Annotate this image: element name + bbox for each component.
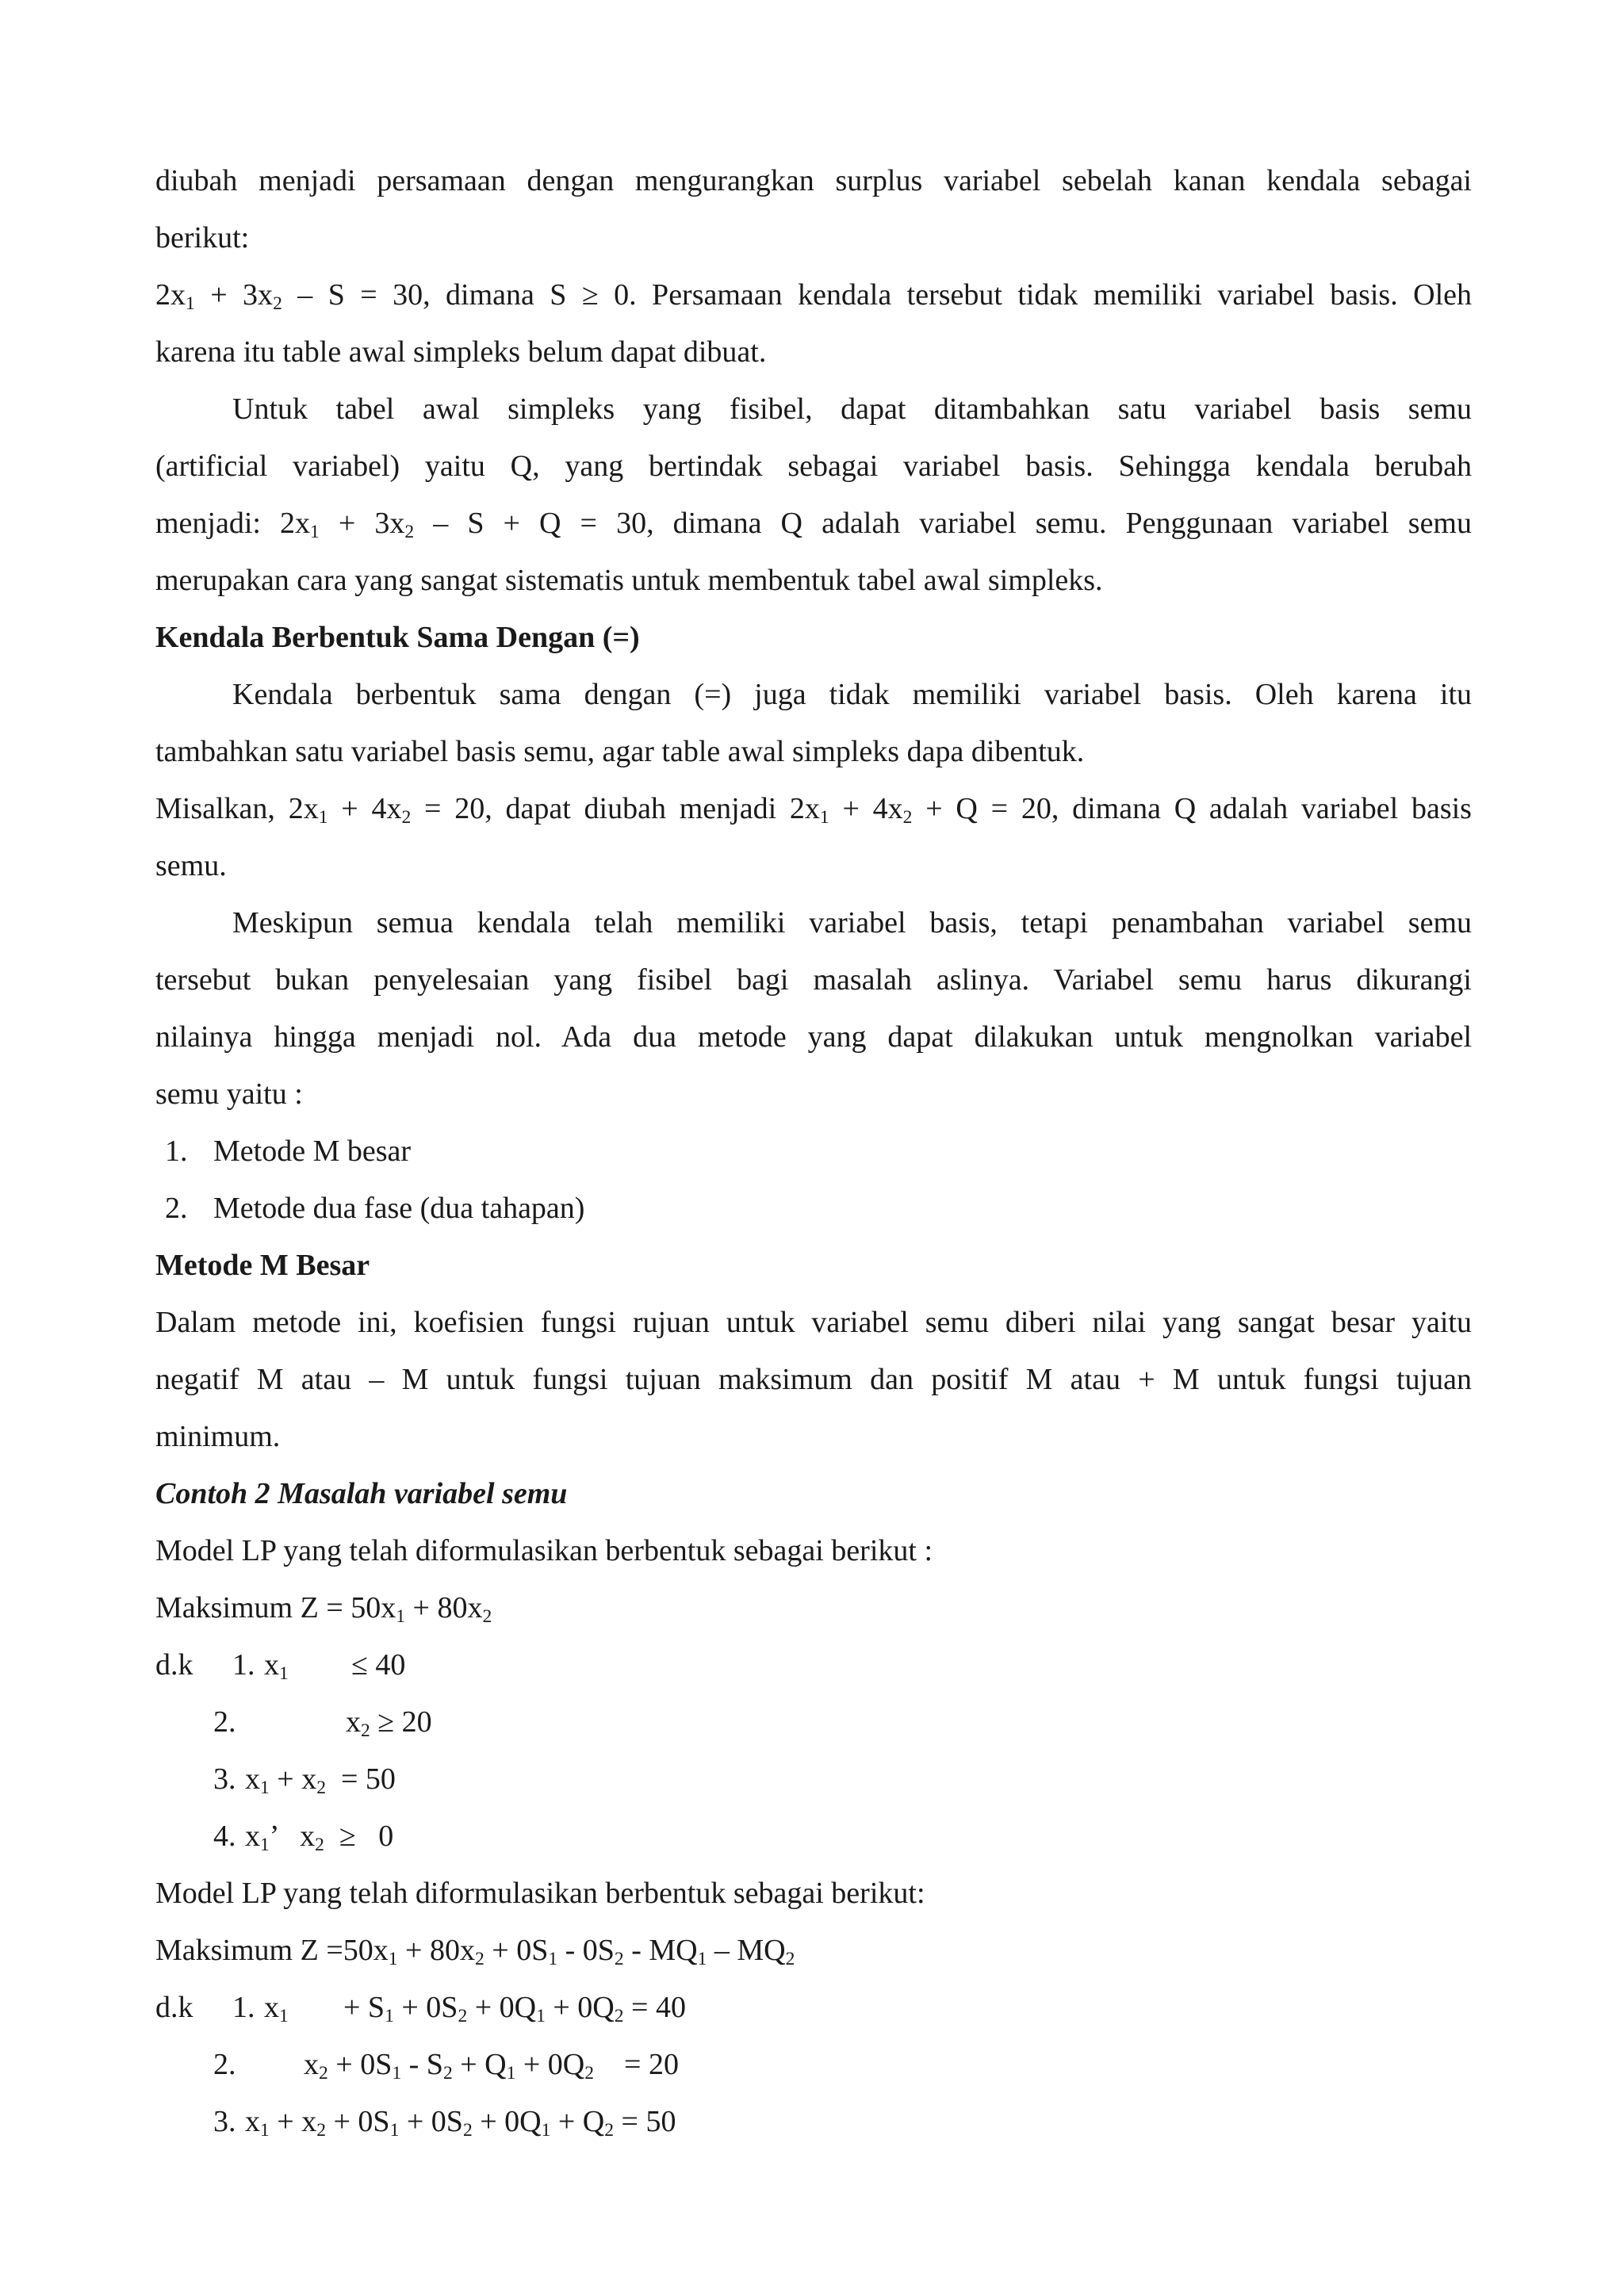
paragraph-line: (artificial variabel) yaitu Q, yang bertindak sebagai variabel basis. Sehingga kendala berubah [155,450,1472,483]
paragraph-line: tersebut bukan penyelesaian yang fisibel bagi masalah aslinya. Variabel semu harus dikurangi [155,963,1472,997]
constraint-line: 2. $x_2 \ge 20$ [213,1705,432,1741]
paragraph-line: semu. [155,849,227,882]
surplus-equation-line: $2x_1 + 3x_2 - S = 30$, dimana S ≥ 0. Persamaan kendala tersebut tidak memiliki variabel basis. Oleh [155,278,1472,314]
constraint-line: d.k 1. $x_1$ + $S_1 + 0S_2 + 0Q_1 + 0Q_2 = 40$ [155,1991,686,2026]
document-page [155,152,1472,2150]
constraint-line: 3. $x_1 + x_2 = 50$ [213,1762,396,1798]
model-intro: Model LP yang telah diformulasikan berbentuk sebagai berikut : [155,1534,933,1567]
paragraph-line: minimum. [155,1420,281,1453]
model-intro: Model LP yang telah diformulasikan berbentuk sebagai berikut: [155,1877,925,1910]
artificial-equation-line: menjadi: $2x_1 + 3x_2 - S + Q = 30$, dimana Q adalah variabel semu. Penggunaan variabel semu [155,507,1472,542]
constraint-line: 2. $x_2 + 0S_1 - S_2 + Q_1 + 0Q_2$ = 20 [213,2048,679,2084]
list-item: 1. Metode M besar [165,1135,412,1168]
example-equation-line: Misalkan, $2x_1 + 4x_2 = 20$, dapat diubah menjadi $2x_1 + 4x_2 + Q = 20$, dimana Q adalah variabel basis [155,792,1472,828]
objective-function: Maksimum $Z = 50x_1 + 80x_2$ [155,1591,492,1627]
list-item: 2. Metode dua fase (dua tahapan) [165,1192,585,1225]
section-heading-m-besar: Metode M Besar [155,1249,370,1282]
paragraph-line: negatif M atau – M untuk fungsi tujuan maksimum dan positif M atau + M untuk fungsi tujuan [155,1363,1472,1396]
paragraph-line: tambahkan satu variabel basis semu, agar table awal simpleks dapa dibentuk. [155,735,1085,768]
paragraph-line: Untuk tabel awal simpleks yang fisibel, dapat ditambahkan satu variabel basis semu [232,392,1472,426]
paragraph-line: Kendala berbentuk sama dengan (=) juga tidak memiliki variabel basis. Oleh karena itu [232,678,1472,711]
paragraph-line: Meskipun semua kendala telah memiliki variabel basis, tetapi penambahan variabel semu [232,906,1472,939]
objective-function: Maksimum $Z =50x_1 + 80x_2 + 0S_1 - 0S_2 - MQ_1 - MQ_2$ [155,1934,795,1969]
paragraph-line: berikut: [155,221,250,254]
section-heading-equality: Kendala Berbentuk Sama Dengan (=) [155,621,640,654]
example-heading: Contoh 2 Masalah variabel semu [155,1477,568,1510]
constraint-line: 3. $x_1 + x_2 + 0S_1 + 0S_2 + 0Q_1 + Q_2 = 50$ [213,2105,676,2141]
paragraph-line: Dalam metode ini, koefisien fungsi rujuan untuk variabel semu diberi nilai yang sangat besar yaitu [155,1306,1472,1339]
paragraph-line: merupakan cara yang sangat sistematis untuk membentuk tabel awal simpleks. [155,564,1103,597]
paragraph-line: diubah menjadi persamaan dengan mengurangkan surplus variabel sebelah kanan kendala sebagai [155,164,1472,197]
paragraph-line: semu yaitu : [155,1077,303,1111]
constraint-line: 4. $x_1$’ $x_2 \ge 0$ [213,1820,394,1855]
constraint-line: d.k 1. $x_1$ ≤ 40 [155,1648,406,1684]
paragraph-line: nilainya hingga menjadi nol. Ada dua metode yang dapat dilakukan untuk mengnolkan variabel [155,1020,1472,1054]
paragraph-line: karena itu table awal simpleks belum dapat dibuat. [155,335,767,369]
